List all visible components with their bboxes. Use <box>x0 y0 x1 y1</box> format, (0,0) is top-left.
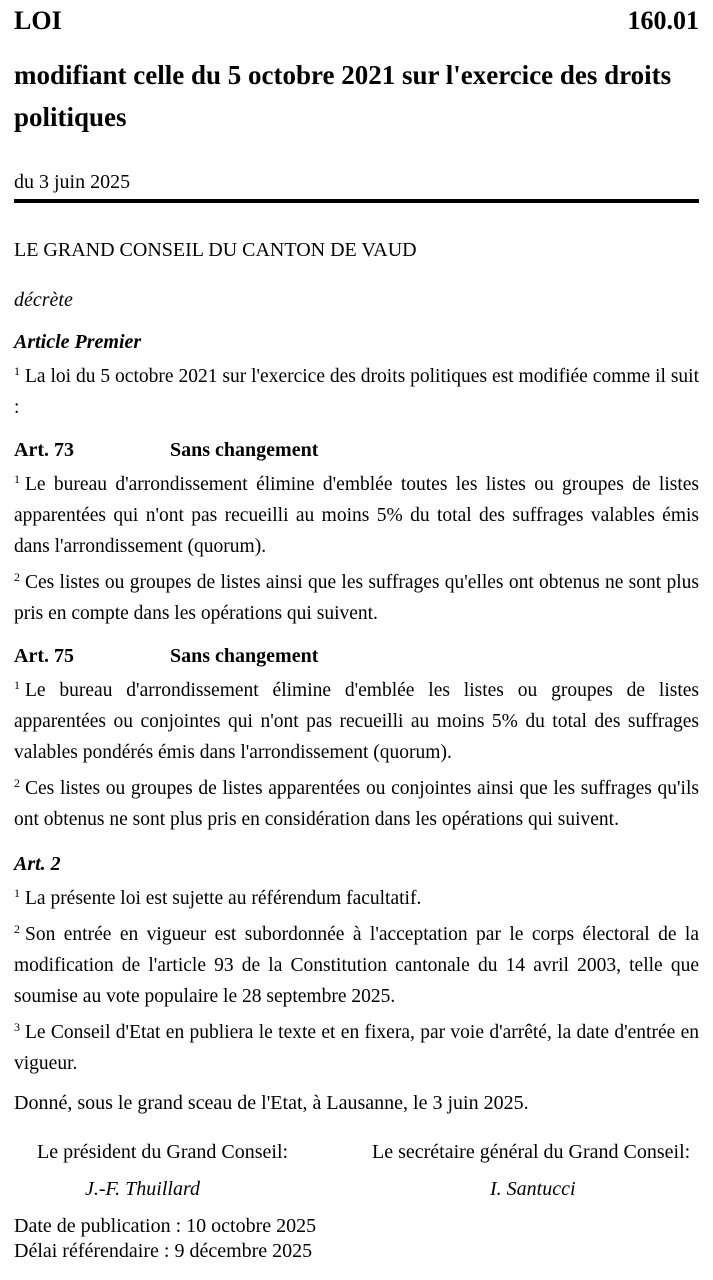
paragraph-text: Le Conseil d'Etat en publiera le texte et en fixera, par voie d'arrêté, la date d'entrée en vigueur. <box>14 1022 699 1074</box>
law-reference-number: 160.01 <box>627 6 699 35</box>
paragraph-number: 1 <box>14 471 20 486</box>
law-type-label: LOI <box>14 6 62 35</box>
paragraph-number: 2 <box>14 775 20 790</box>
document-header <box>14 6 699 36</box>
publication-date-line: Date de publication : 10 octobre 2025 <box>14 1215 317 1237</box>
paragraph-number: 2 <box>14 921 20 936</box>
art-2-heading: Art. 2 <box>14 853 61 875</box>
article-premier-paragraph-1 <box>14 361 699 423</box>
art-73-paragraph-2 <box>14 567 699 629</box>
paragraph-number: 1 <box>14 677 20 692</box>
art-73-number: Art. 73 <box>14 439 74 461</box>
art-75-heading <box>14 643 699 669</box>
art-75-note: Sans changement <box>170 645 319 667</box>
paragraph-number: 1 <box>14 885 20 900</box>
divider-rule <box>14 199 699 203</box>
paragraph-number: 2 <box>14 569 20 584</box>
art-2-paragraph-2 <box>14 919 699 1012</box>
secretary-signature: I. Santucci <box>490 1178 576 1200</box>
secretary-label: Le secrétaire général du Grand Conseil: <box>372 1141 691 1163</box>
art-73-heading <box>14 437 699 463</box>
paragraph-text: Ces listes ou groupes de listes ainsi que les suffrages qu'elles ont obtenus ne sont plus pris en compte dans les opérations qui suivent. <box>14 572 699 624</box>
art-75-paragraph-2 <box>14 773 699 835</box>
paragraph-text: Le bureau d'arrondissement élimine d'emblée toutes les listes ou groupes de listes apparentées qui n'ont pas recueilli au moins 5% du total des suffrages valables émis dans l'arrondissement (quorum). <box>14 474 699 557</box>
art-73-paragraph-1 <box>14 469 699 562</box>
law-title: modifiant celle du 5 octobre 2021 sur l'exercice des droits politiques <box>14 60 672 132</box>
art-2-paragraph-1 <box>14 883 699 914</box>
paragraph-text: Son entrée en vigueur est subordonnée à l'acceptation par le corps électoral de la modification de l'article 93 de la Constitution cantonale du 14 avril 2003, telle que soumise au vote populaire le 28 septembre 2025. <box>14 924 699 1007</box>
paragraph-text: La loi du 5 octobre 2021 sur l'exercice des droits politiques est modifiée comme il suit : <box>14 366 699 418</box>
paragraph-text: Le bureau d'arrondissement élimine d'emblée les listes ou groupes de listes apparentées ou conjointes qui n'ont pas recueilli au moins 5% du total des suffrages valables pondérés émis dans l'arrondissement (quorum). <box>14 680 699 763</box>
law-date-line: du 3 juin 2025 <box>14 171 131 193</box>
article-premier-heading: Article Premier <box>14 331 142 353</box>
paragraph-number: 1 <box>14 363 20 378</box>
president-label: Le président du Grand Conseil: <box>37 1141 289 1163</box>
art-73-note: Sans changement <box>170 439 319 461</box>
signature-block <box>14 1139 699 1203</box>
paragraph-text: La présente loi est sujette au référendum facultatif. <box>25 888 422 909</box>
publication-dates <box>14 1214 699 1264</box>
given-under-seal-line: Donné, sous le grand sceau de l'Etat, à Lausanne, le 3 juin 2025. <box>14 1092 529 1114</box>
decree-word: décrète <box>14 289 73 311</box>
art-75-paragraph-1 <box>14 675 699 768</box>
referendum-deadline-line: Délai référendaire : 9 décembre 2025 <box>14 1240 313 1262</box>
paragraph-text: Ces listes ou groupes de listes apparentées ou conjointes ainsi que les suffrages qu'ils ont obtenus ne sont plus pris en considération dans les opérations qui suivent. <box>14 778 699 830</box>
paragraph-number: 3 <box>14 1019 20 1034</box>
art-2-paragraph-3 <box>14 1017 699 1079</box>
president-signature: J.-F. Thuillard <box>85 1178 201 1200</box>
council-line: LE GRAND CONSEIL DU CANTON DE VAUD <box>14 239 417 261</box>
art-75-number: Art. 75 <box>14 645 74 667</box>
